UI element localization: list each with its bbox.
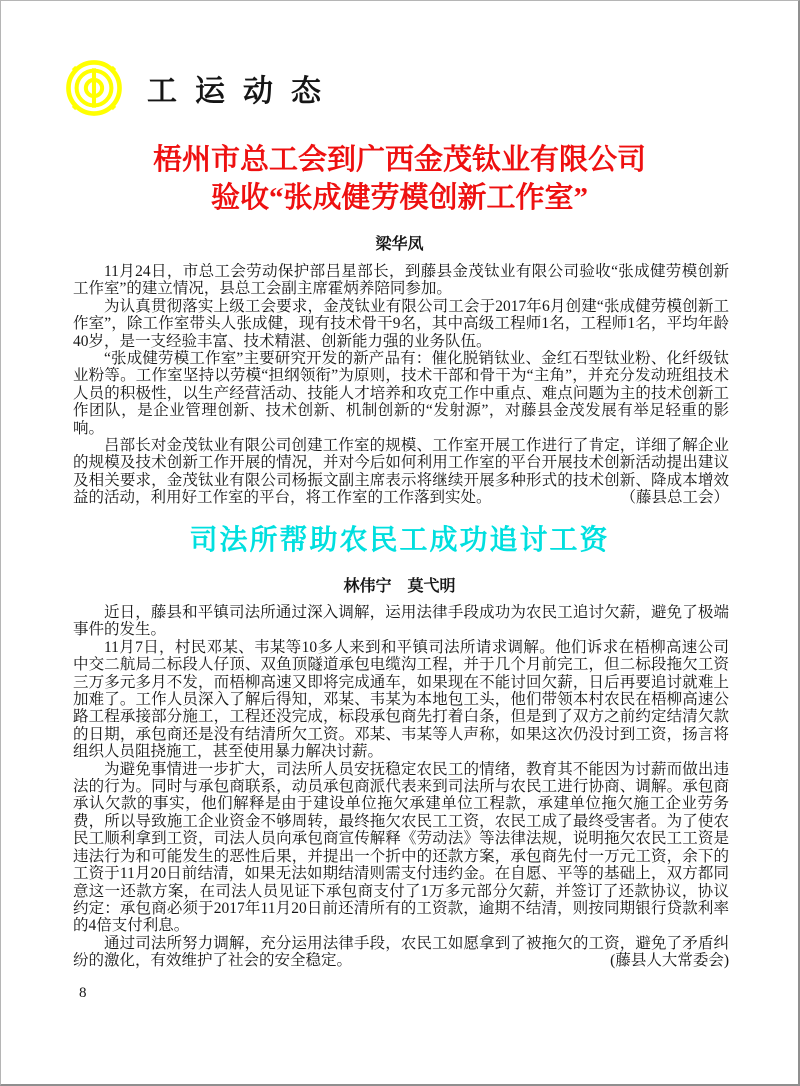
article1-paragraph: “张成健劳模工作室”主要研究开发的新产品有：催化脱销钛业、金红石型钛业粉、化纤级钛业粉等。工作室坚持以劳模“担纲领衔”为原则，技术干部和骨干为“主角”，并充分发动班组技术人员的积极性，以生产经营活动、技能人才培养和攻克工作中重点、难点问题为主的技术创新工作团队，是企业管理创新、技术创新、机制创新的“发射源”，对藤县金茂发展有举足轻重的影响。 bbox=[73, 350, 729, 437]
article1-title-line1: 梧州市总工会到广西金茂钛业有限公司 bbox=[152, 144, 646, 176]
article2-title: 司法所帮助农民工成功追讨工资 bbox=[189, 525, 610, 556]
article1-title-line2: 验收“张成健劳模创新工作室” bbox=[210, 182, 588, 214]
article1-title bbox=[1, 141, 798, 217]
masthead-header bbox=[63, 59, 339, 117]
trade-union-emblem-icon bbox=[63, 59, 125, 117]
page-number: 8 bbox=[79, 985, 87, 1001]
article1-paragraph: 为认真贯彻落实上级工会要求，金茂钛业有限公司工会于2017年6月创建“张成健劳模创新工作室”，除工作室带头人张成健，现有技术骨干9名，其中高级工程师1名，工程师1名，平均年龄40岁，是一支经验丰富、技术精湛、创新能力强的业务队伍。 bbox=[73, 297, 729, 350]
article2-paragraph: 11月7日，村民邓某、韦某等10多人来到和平镇司法所请求调解。他们诉求在梧柳高速公司中交二航局二标段人仔顶、双鱼顶隧道承包电缆沟工程，并于几个月前完工，但二标段拖欠工资三万多元多月不发，而梧柳高速又即将完成通车，如果现在不能讨回欠薪，日后再要追讨就难上加难了。工作人员深入了解后得知，邓某、韦某为本地包工头，他们带领本村农民在梧柳高速公路工程承接部分施工，工程还没完成，标段承包商先打着白条，但是到了双方之前约定结清欠款的日期，承包商还是没有结清所欠工资。邓某、韦某等人声称，如果这次仍没讨到工资，扬言将组织人员阻挠施工，甚至使用暴力解决讨薪。 bbox=[73, 638, 729, 761]
article2-authors: 林伟宁 莫弋明 bbox=[343, 578, 456, 595]
article2-attribution: (藤县人大常委会) bbox=[610, 952, 729, 970]
article1-body bbox=[73, 263, 729, 507]
article1-paragraph bbox=[73, 437, 729, 507]
article1-author: 梁华凤 bbox=[375, 236, 424, 253]
masthead-title: 工运动态 bbox=[147, 74, 339, 109]
article1-paragraph: 11月24日，市总工会劳动保护部吕星部长，到藤县金茂钛业有限公司验收“张成健劳模创新工作室”的建立情况，县总工会副主席霍炳养陪同参加。 bbox=[73, 263, 729, 298]
article2-paragraph: 为避免事情进一步扩大，司法所人员安抚稳定农民工的情绪，教育其不能因为讨薪而做出违法的行为。同时与承包商联系，动员承包商派代表来到司法所与农民工进行协商、调解。承包商承认欠款的事实，他们解释是由于建设单位拖欠承建单位工程款，承建单位拖欠施工企业劳务费，所以导致施工企业资金不够周转，最终拖欠农民工工资，农民工成了最终受害者。为了使农民工顺利拿到工资，司法人员向承包商宣传解释《劳动法》等法律法规，说明拖欠农民工工资是违法行为和可能发生的恶性后果，并提出一个折中的还款方案，承包商先付一万元工资，余下的工资于11月20日前结清，如果无法如期结清则需支付违约金。在自愿、平等的基础上，双方都同意这一还款方案，在司法人员见证下承包商支付了1万多元部分欠薪，并签订了还款协议，协议约定：承包商必须于2017年11月20日前还清所有的工资款，逾期不结清，则按同期银行贷款利率的4倍支付利息。 bbox=[73, 760, 729, 935]
article1-attribution: （藤县总工会） bbox=[620, 489, 729, 507]
article2-paragraph-text: 通过司法所努力调解，充分运用法律手段，农民工如愿拿到了被拖欠的工资，避免了矛盾纠纷的激化，有效维护了社会的安全稳定。 bbox=[73, 934, 729, 970]
article2-body bbox=[73, 604, 729, 970]
article2-paragraph bbox=[73, 935, 729, 970]
article1-paragraph-text: 吕部长对金茂钛业有限公司创建工作室的规模、工作室开展工作进行了肯定，详细了解企业的规模及技术创新工作开展的情况，并对今后如何利用工作室的平台开展技术创新活动提出建议及相关要求，金茂钛业有限公司杨振文副主席表示将继续开展多种形式的技术创新、降成本增效益的活动，利用好工作室的平台，将工作室的工作落到实处。 bbox=[73, 437, 729, 507]
article2-paragraph: 近日，藤县和平镇司法所通过深入调解，运用法律手段成功为农民工追讨欠薪，避免了极端事件的发生。 bbox=[73, 604, 729, 639]
